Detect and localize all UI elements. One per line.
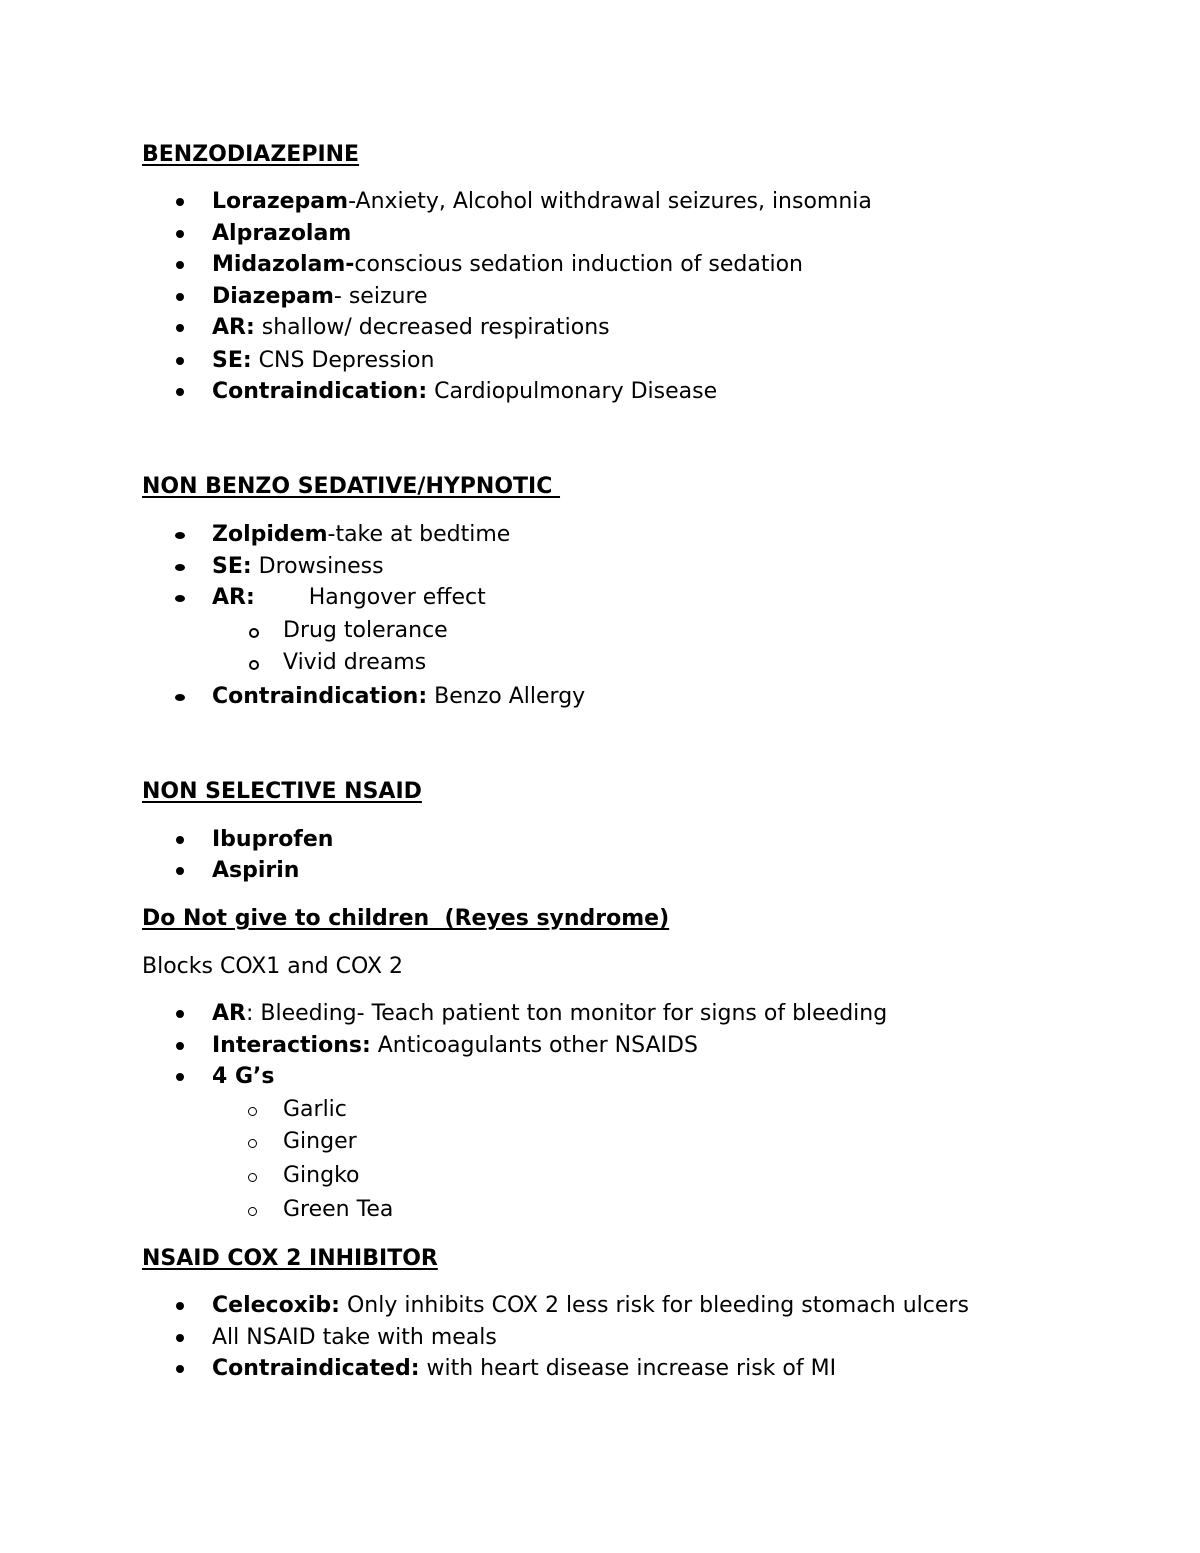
list-item-adverse-reaction — [212, 314, 610, 342]
item-label: 4 G’s — [212, 1064, 275, 1089]
bullet-icon — [176, 1073, 184, 1081]
list-item-four-gs — [212, 1063, 274, 1091]
drug-name: Zolpidem — [212, 522, 328, 547]
drug-description: -Anxiety, Alcohol withdrawal seizures, insomnia — [348, 189, 872, 214]
list-item-contraindication — [212, 378, 717, 406]
sub-list-item: Vivid dreams — [283, 650, 427, 675]
item-label: AR: — [212, 585, 255, 610]
sub-list-item: Drug tolerance — [283, 618, 448, 643]
item-text: : Bleeding- Teach patient ton monitor for signs of bleeding — [245, 1001, 888, 1026]
list-item-take-with-meals — [212, 1324, 497, 1352]
sub-list-item: Ginger — [283, 1129, 357, 1154]
list-item-aspirin — [212, 857, 299, 885]
bullet-icon — [176, 867, 184, 875]
list-item-side-effect — [212, 347, 434, 375]
list-item-interactions — [212, 1032, 698, 1060]
item-label: Contraindication: — [212, 684, 428, 709]
sub-list-item: Garlic — [283, 1097, 347, 1122]
drug-name: Midazolam- — [212, 252, 355, 277]
sub-list-item: Green Tea — [283, 1197, 394, 1222]
drug-name: Ibuprofen — [212, 827, 334, 852]
bullet-icon — [175, 595, 185, 602]
drug-name: Lorazepam — [212, 189, 349, 214]
item-label: AR: — [212, 315, 255, 340]
item-label: Contraindicated: — [212, 1356, 420, 1381]
list-item-celecoxib — [212, 1292, 969, 1320]
item-text: CNS Depression — [251, 348, 435, 373]
item-text: Cardiopulmonary Disease — [427, 379, 718, 404]
item-label: SE: — [212, 554, 252, 579]
bullet-icon — [176, 1042, 184, 1050]
section-heading-benzodiazepine: BENZODIAZEPINE — [142, 142, 360, 167]
note-text: Blocks COX1 and COX 2 — [142, 954, 404, 979]
bullet-icon — [176, 1010, 184, 1018]
list-item-lorazepam — [212, 188, 872, 216]
list-item-adverse-reaction — [212, 584, 486, 612]
bullet-icon — [176, 324, 184, 332]
sub-bullet-icon — [248, 1139, 257, 1148]
item-label: AR — [212, 1001, 246, 1026]
item-text: shallow/ decreased respirations — [254, 315, 610, 340]
bullet-icon — [176, 293, 184, 301]
item-text: Benzo Allergy — [427, 684, 586, 709]
bullet-icon — [175, 694, 185, 701]
drug-description: - seizure — [333, 284, 428, 309]
drug-name: Celecoxib: — [212, 1293, 340, 1318]
section-heading-non-selective-nsaid: NON SELECTIVE NSAID — [142, 779, 422, 804]
item-text: Anticoagulants other NSAIDS — [370, 1033, 698, 1058]
drug-description: conscious sedation induction of sedation — [354, 252, 803, 277]
sub-bullet-icon — [249, 628, 259, 638]
list-item-midazolam — [212, 251, 803, 279]
list-item-zolpidem — [212, 521, 510, 549]
sub-bullet-icon — [248, 1107, 257, 1116]
section-heading-cox2-inhibitor: NSAID COX 2 INHIBITOR — [142, 1246, 438, 1271]
bullet-icon — [176, 230, 184, 238]
item-label: Contraindication: — [212, 379, 428, 404]
warning-heading: Do Not give to children (Reyes syndrome) — [142, 906, 670, 931]
bullet-icon — [176, 1365, 184, 1373]
item-label: SE: — [212, 348, 252, 373]
bullet-icon — [176, 836, 184, 844]
list-item-contraindication — [212, 683, 585, 711]
sub-bullet-icon — [249, 660, 259, 670]
bullet-icon — [176, 357, 184, 365]
drug-description: -take at bedtime — [327, 522, 511, 547]
list-item-contraindicated — [212, 1355, 836, 1383]
item-label: Interactions: — [212, 1033, 371, 1058]
section-heading-non-benzo: NON BENZO SEDATIVE/HYPNOTIC — [142, 474, 561, 499]
sub-bullet-icon — [248, 1207, 257, 1216]
list-item-adverse-reaction — [212, 1000, 887, 1028]
bullet-icon — [175, 564, 185, 571]
list-item-diazepam — [212, 283, 428, 311]
bullet-icon — [175, 532, 185, 539]
list-item-alprazolam — [212, 220, 351, 248]
bullet-icon — [176, 261, 184, 269]
item-text: Drowsiness — [251, 554, 384, 579]
sub-bullet-icon — [248, 1173, 257, 1182]
bullet-icon — [176, 1334, 184, 1342]
list-item-ibuprofen — [212, 826, 333, 854]
bullet-icon — [176, 1302, 184, 1310]
bullet-icon — [176, 388, 184, 396]
drug-name: Alprazolam — [212, 221, 352, 246]
drug-name: Aspirin — [212, 858, 300, 883]
bullet-icon — [176, 198, 184, 206]
drug-name: Diazepam — [212, 284, 334, 309]
drug-description: Only inhibits COX 2 less risk for bleeding stomach ulcers — [339, 1293, 969, 1318]
list-item-side-effect — [212, 553, 384, 581]
item-text: with heart disease increase risk of MI — [419, 1356, 837, 1381]
item-text: All NSAID take with meals — [212, 1325, 497, 1350]
item-text: Hangover effect — [308, 585, 486, 610]
sub-list-item: Gingko — [283, 1163, 360, 1188]
